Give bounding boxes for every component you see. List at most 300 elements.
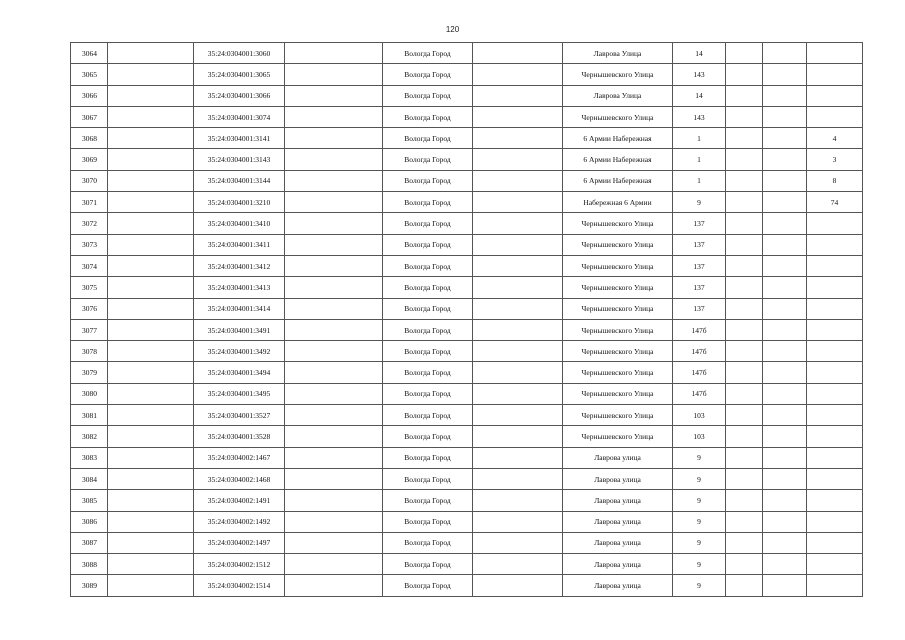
table-row [71,511,863,532]
row-number-cell: 3070 [71,170,108,191]
empty-cell [285,43,383,64]
empty-cell [473,575,563,596]
street-cell: Набережная 6 Армии [563,192,673,213]
empty-cell [473,64,563,85]
house-number-cell: 9 [673,468,726,489]
empty-cell [726,234,763,255]
street-cell: Чернышевского Улица [563,277,673,298]
empty-cell [108,511,194,532]
city-cell: Вологда Город [383,128,473,149]
apartment-cell [807,405,863,426]
row-number-cell: 3066 [71,85,108,106]
empty-cell [473,128,563,149]
row-number-cell: 3072 [71,213,108,234]
empty-cell [763,575,807,596]
empty-cell [473,447,563,468]
apartment-cell [807,85,863,106]
apartment-cell [807,554,863,575]
apartment-cell [807,511,863,532]
street-cell: Лаврова улица [563,575,673,596]
table-row [71,447,863,468]
city-cell: Вологда Город [383,149,473,170]
table-row [71,341,863,362]
house-number-cell: 9 [673,192,726,213]
apartment-cell [807,447,863,468]
city-cell: Вологда Город [383,319,473,340]
city-cell: Вологда Город [383,447,473,468]
empty-cell [285,64,383,85]
apartment-cell [807,532,863,553]
street-cell: Чернышевского Улица [563,213,673,234]
row-number-cell: 3073 [71,234,108,255]
apartment-cell [807,213,863,234]
apartment-cell [807,319,863,340]
empty-cell [473,170,563,191]
cadastral-number-cell: 35:24:0304002:1512 [194,554,285,575]
table-row [71,149,863,170]
row-number-cell: 3081 [71,405,108,426]
empty-cell [108,192,194,213]
street-cell: Лаврова улица [563,554,673,575]
table-row [71,362,863,383]
empty-cell [726,575,763,596]
empty-cell [108,277,194,298]
empty-cell [285,575,383,596]
row-number-cell: 3077 [71,319,108,340]
empty-cell [108,319,194,340]
cadastral-number-cell: 35:24:0304001:3414 [194,298,285,319]
house-number-cell: 9 [673,447,726,468]
empty-cell [285,192,383,213]
empty-cell [726,319,763,340]
empty-cell [285,468,383,489]
house-number-cell: 9 [673,490,726,511]
empty-cell [473,213,563,234]
apartment-cell [807,255,863,276]
house-number-cell: 147б [673,341,726,362]
empty-cell [285,405,383,426]
table-row [71,255,863,276]
empty-cell [763,341,807,362]
house-number-cell: 137 [673,277,726,298]
empty-cell [763,85,807,106]
empty-cell [726,106,763,127]
empty-cell [473,277,563,298]
empty-cell [763,511,807,532]
empty-cell [726,405,763,426]
cadastral-number-cell: 35:24:0304001:3495 [194,383,285,404]
house-number-cell: 9 [673,511,726,532]
empty-cell [726,192,763,213]
table-row [71,106,863,127]
row-number-cell: 3085 [71,490,108,511]
street-cell: 6 Армии Набережная [563,128,673,149]
row-number-cell: 3083 [71,447,108,468]
empty-cell [285,426,383,447]
empty-cell [285,554,383,575]
apartment-cell [807,234,863,255]
apartment-cell [807,490,863,511]
cadastral-number-cell: 35:24:0304001:3141 [194,128,285,149]
table-row [71,128,863,149]
house-number-cell: 143 [673,106,726,127]
page-number: 120 [445,25,460,34]
table-row [71,85,863,106]
city-cell: Вологда Город [383,64,473,85]
cadastral-number-cell: 35:24:0304001:3143 [194,149,285,170]
row-number-cell: 3064 [71,43,108,64]
empty-cell [726,149,763,170]
cadastral-number-cell: 35:24:0304001:3210 [194,192,285,213]
city-cell: Вологда Город [383,170,473,191]
row-number-cell: 3084 [71,468,108,489]
empty-cell [473,511,563,532]
apartment-cell [807,64,863,85]
apartment-cell [807,426,863,447]
row-number-cell: 3080 [71,383,108,404]
street-cell: Лаврова улица [563,490,673,511]
row-number-cell: 3068 [71,128,108,149]
empty-cell [285,85,383,106]
empty-cell [108,405,194,426]
empty-cell [763,426,807,447]
empty-cell [473,405,563,426]
street-cell: Лаврова улица [563,532,673,553]
empty-cell [108,234,194,255]
empty-cell [473,192,563,213]
street-cell: Чернышевского Улица [563,255,673,276]
apartment-cell [807,341,863,362]
table-row [71,192,863,213]
row-number-cell: 3065 [71,64,108,85]
house-number-cell: 1 [673,170,726,191]
table-row [71,319,863,340]
house-number-cell: 147б [673,362,726,383]
empty-cell [108,128,194,149]
empty-cell [108,170,194,191]
empty-cell [473,319,563,340]
empty-cell [763,554,807,575]
house-number-cell: 14 [673,43,726,64]
empty-cell [285,383,383,404]
empty-cell [763,255,807,276]
empty-cell [763,170,807,191]
cadastral-number-cell: 35:24:0304002:1467 [194,447,285,468]
empty-cell [108,255,194,276]
house-number-cell: 14 [673,85,726,106]
table-row [71,43,863,64]
empty-cell [285,255,383,276]
empty-cell [285,213,383,234]
apartment-cell [807,383,863,404]
row-number-cell: 3075 [71,277,108,298]
table-row [71,383,863,404]
empty-cell [726,64,763,85]
apartment-cell [807,106,863,127]
empty-cell [726,43,763,64]
empty-cell [108,362,194,383]
street-cell: Лаврова Улица [563,85,673,106]
empty-cell [763,298,807,319]
cadastral-number-cell: 35:24:0304002:1491 [194,490,285,511]
table-row [71,575,863,596]
city-cell: Вологда Город [383,213,473,234]
empty-cell [763,149,807,170]
empty-cell [473,554,563,575]
cadastral-number-cell: 35:24:0304001:3060 [194,43,285,64]
row-number-cell: 3078 [71,341,108,362]
empty-cell [726,468,763,489]
empty-cell [726,255,763,276]
house-number-cell: 143 [673,64,726,85]
empty-cell [763,213,807,234]
row-number-cell: 3089 [71,575,108,596]
house-number-cell: 1 [673,128,726,149]
empty-cell [726,128,763,149]
empty-cell [108,43,194,64]
empty-cell [108,149,194,170]
house-number-cell: 103 [673,426,726,447]
empty-cell [763,447,807,468]
empty-cell [726,85,763,106]
apartment-cell [807,468,863,489]
city-cell: Вологда Город [383,490,473,511]
city-cell: Вологда Город [383,298,473,319]
empty-cell [108,447,194,468]
street-cell: 6 Армии Набережная [563,170,673,191]
city-cell: Вологда Город [383,575,473,596]
empty-cell [473,532,563,553]
empty-cell [285,128,383,149]
empty-cell [473,234,563,255]
house-number-cell: 137 [673,255,726,276]
empty-cell [108,554,194,575]
table-row [71,468,863,489]
city-cell: Вологда Город [383,405,473,426]
cadastral-number-cell: 35:24:0304001:3413 [194,277,285,298]
empty-cell [763,383,807,404]
house-number-cell: 9 [673,532,726,553]
empty-cell [726,447,763,468]
street-cell: Чернышевского Улица [563,405,673,426]
row-number-cell: 3071 [71,192,108,213]
city-cell: Вологда Город [383,554,473,575]
empty-cell [285,298,383,319]
empty-cell [285,362,383,383]
cadastral-number-cell: 35:24:0304001:3492 [194,341,285,362]
city-cell: Вологда Город [383,234,473,255]
empty-cell [726,490,763,511]
cadastral-number-cell: 35:24:0304002:1514 [194,575,285,596]
empty-cell [763,43,807,64]
house-number-cell: 9 [673,554,726,575]
empty-cell [108,298,194,319]
empty-cell [285,106,383,127]
street-cell: Лаврова улица [563,511,673,532]
empty-cell [473,255,563,276]
empty-cell [763,468,807,489]
city-cell: Вологда Город [383,43,473,64]
empty-cell [108,106,194,127]
empty-cell [726,532,763,553]
street-cell: Чернышевского Улица [563,426,673,447]
cadastral-number-cell: 35:24:0304001:3074 [194,106,285,127]
empty-cell [108,383,194,404]
empty-cell [726,511,763,532]
table-row [71,490,863,511]
empty-cell [763,405,807,426]
table-row [71,532,863,553]
apartment-cell: 3 [807,149,863,170]
house-number-cell: 1 [673,149,726,170]
empty-cell [726,341,763,362]
table-row [71,170,863,191]
empty-cell [473,298,563,319]
empty-cell [726,362,763,383]
row-number-cell: 3082 [71,426,108,447]
house-number-cell: 147б [673,383,726,404]
table-row [71,277,863,298]
empty-cell [726,213,763,234]
row-number-cell: 3076 [71,298,108,319]
empty-cell [473,106,563,127]
cadastral-number-cell: 35:24:0304001:3411 [194,234,285,255]
street-cell: Лаврова улица [563,468,673,489]
row-number-cell: 3069 [71,149,108,170]
empty-cell [285,532,383,553]
city-cell: Вологда Город [383,426,473,447]
empty-cell [108,341,194,362]
street-cell: Чернышевского Улица [563,341,673,362]
empty-cell [285,341,383,362]
city-cell: Вологда Город [383,85,473,106]
empty-cell [763,490,807,511]
cadastral-number-cell: 35:24:0304001:3491 [194,319,285,340]
empty-cell [285,170,383,191]
empty-cell [473,149,563,170]
empty-cell [108,490,194,511]
cadastral-number-cell: 35:24:0304001:3412 [194,255,285,276]
empty-cell [285,277,383,298]
registry-table-body [71,43,863,597]
house-number-cell: 9 [673,575,726,596]
table-row [71,405,863,426]
empty-cell [726,383,763,404]
empty-cell [473,43,563,64]
apartment-cell: 8 [807,170,863,191]
empty-cell [473,362,563,383]
registry-table [70,42,863,597]
empty-cell [726,170,763,191]
empty-cell [108,532,194,553]
cadastral-number-cell: 35:24:0304002:1492 [194,511,285,532]
empty-cell [763,234,807,255]
empty-cell [473,383,563,404]
street-cell: Чернышевского Улица [563,319,673,340]
city-cell: Вологда Город [383,383,473,404]
house-number-cell: 137 [673,213,726,234]
empty-cell [473,341,563,362]
empty-cell [726,426,763,447]
cadastral-number-cell: 35:24:0304002:1468 [194,468,285,489]
row-number-cell: 3074 [71,255,108,276]
street-cell: Чернышевского Улица [563,64,673,85]
street-cell: Чернышевского Улица [563,383,673,404]
street-cell: Чернышевского Улица [563,106,673,127]
empty-cell [763,362,807,383]
row-number-cell: 3079 [71,362,108,383]
row-number-cell: 3087 [71,532,108,553]
empty-cell [108,575,194,596]
empty-cell [763,319,807,340]
city-cell: Вологда Город [383,532,473,553]
cadastral-number-cell: 35:24:0304002:1497 [194,532,285,553]
city-cell: Вологда Город [383,511,473,532]
apartment-cell [807,277,863,298]
apartment-cell: 74 [807,192,863,213]
empty-cell [285,319,383,340]
house-number-cell: 137 [673,298,726,319]
empty-cell [285,447,383,468]
empty-cell [763,192,807,213]
empty-cell [285,234,383,255]
street-cell: Лаврова улица [563,447,673,468]
city-cell: Вологда Город [383,362,473,383]
empty-cell [763,277,807,298]
empty-cell [473,468,563,489]
city-cell: Вологда Город [383,277,473,298]
table-row [71,298,863,319]
empty-cell [763,128,807,149]
city-cell: Вологда Город [383,468,473,489]
cadastral-number-cell: 35:24:0304001:3494 [194,362,285,383]
table-row [71,426,863,447]
city-cell: Вологда Город [383,341,473,362]
table-row [71,554,863,575]
street-cell: Лаврова Улица [563,43,673,64]
apartment-cell [807,43,863,64]
house-number-cell: 103 [673,405,726,426]
city-cell: Вологда Город [383,192,473,213]
street-cell: 6 Армии Набережная [563,149,673,170]
table-row [71,64,863,85]
empty-cell [473,85,563,106]
row-number-cell: 3086 [71,511,108,532]
cadastral-number-cell: 35:24:0304001:3410 [194,213,285,234]
apartment-cell [807,362,863,383]
empty-cell [763,64,807,85]
cadastral-number-cell: 35:24:0304001:3066 [194,85,285,106]
cadastral-number-cell: 35:24:0304001:3144 [194,170,285,191]
row-number-cell: 3088 [71,554,108,575]
city-cell: Вологда Город [383,255,473,276]
city-cell: Вологда Город [383,106,473,127]
house-number-cell: 147б [673,319,726,340]
empty-cell [726,277,763,298]
empty-cell [726,298,763,319]
cadastral-number-cell: 35:24:0304001:3065 [194,64,285,85]
empty-cell [473,426,563,447]
row-number-cell: 3067 [71,106,108,127]
street-cell: Чернышевского Улица [563,362,673,383]
cadastral-number-cell: 35:24:0304001:3528 [194,426,285,447]
apartment-cell [807,298,863,319]
empty-cell [763,532,807,553]
empty-cell [285,149,383,170]
empty-cell [108,213,194,234]
table-row [71,234,863,255]
empty-cell [473,490,563,511]
